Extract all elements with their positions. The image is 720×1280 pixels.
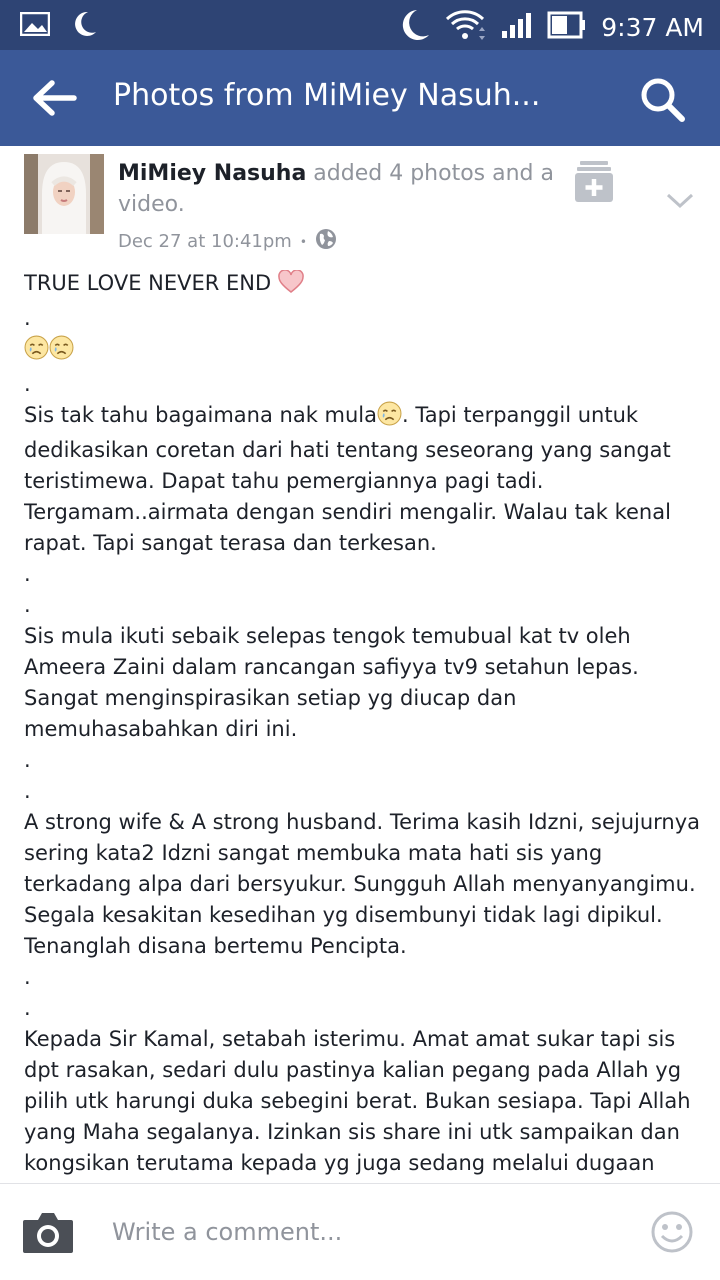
wifi-icon: [445, 9, 487, 45]
crying-face-icon: [49, 335, 74, 369]
save-post-button[interactable]: [574, 160, 614, 204]
post-line: Sis tak tahu bagaimana nak mula . Tapi terpanggil untuk dedikasikan coretan dari hati tentang seseorang yang sangat teristimewa. Dapat tahu pemergiannya pagi tadi. Tergamam..airmata dengan sendiri mengalir. Walau tak kenal rapat. Tapi sangat terasa dan terkesan.: [24, 403, 671, 555]
post-line: .: [24, 593, 31, 617]
post-line: [24, 334, 708, 369]
camera-icon: [22, 1210, 74, 1254]
post-line: TRUE LOVE NEVER END: [24, 268, 708, 303]
post-line: A strong wife & A strong husband. Terima kasih Idzni, sejujurnya sering kata2 Idzni sangat membuka mata hati sis yang terkadang alpa dari bersyukur. Sungguh Allah menyanyangimu. Segala kesakitan kesedihan yg disembunyi tidak lagi dipikul. Tenanglah disana bertemu Pencipta.: [24, 810, 701, 958]
back-arrow-icon: [30, 78, 78, 118]
clock: 9:37 AM: [601, 12, 704, 42]
signal-icon: [501, 11, 533, 43]
post-line: Kepada Sir Kamal, setabah isterimu. Amat amat sukar tapi sis dpt rasakan, sedari dulu pastinya kalian pegang pada Allah yg pilih utk harungi duka sebegini berat. Bukan sesiapa. Tapi Allah yang Maha segalanya. Izinkan sis share ini utk sampaikan dan kongsikan terutama kepada yg juga sedang melalui dugaan: [24, 1027, 691, 1175]
post-line: Sis mula ikuti sebaik selepas tengok temubual kat tv oleh Ameera Zaini dalam rancangan safiyya tv9 setahun lepas. Sangat menginspirasikan setiap yg diucap dan memuhasabahkan diri ini.: [24, 624, 639, 741]
battery-icon: [547, 11, 587, 43]
meta-separator: •: [299, 234, 307, 249]
page-title: Photos from MiMiey Nasuh...: [113, 78, 541, 113]
moon-icon: [72, 10, 98, 42]
post-timestamp[interactable]: Dec 27 at 10:41pm: [118, 231, 292, 252]
save-icon: [574, 160, 614, 204]
post-line: .: [24, 306, 31, 330]
post-body: [24, 268, 708, 1182]
post-line: .: [24, 748, 31, 772]
post-line: .: [24, 372, 31, 396]
chevron-down-icon: [664, 190, 696, 212]
smiley-icon: [650, 1210, 694, 1254]
author-name[interactable]: MiMiey Nasuha: [118, 161, 307, 186]
post-action: added 4 photos and a video.: [118, 161, 554, 217]
post-line: .: [24, 779, 31, 803]
heart-icon: [278, 270, 304, 303]
app-toolbar: [0, 50, 720, 146]
crying-face-icon: [377, 401, 402, 435]
post-line: .: [24, 965, 31, 989]
globe-icon: [315, 228, 337, 255]
sticker-button[interactable]: [650, 1210, 694, 1254]
post-meta: [118, 228, 337, 255]
search-button[interactable]: [638, 76, 688, 124]
back-button[interactable]: [30, 78, 78, 118]
comment-input[interactable]: [100, 1208, 620, 1256]
post-line: .: [24, 996, 31, 1020]
moon-icon: [397, 8, 431, 46]
post-options-button[interactable]: [664, 190, 696, 212]
search-icon: [638, 76, 688, 124]
post-line: .: [24, 562, 31, 586]
comment-bar: [0, 1183, 720, 1280]
camera-button[interactable]: [22, 1210, 74, 1254]
crying-face-icon: [24, 335, 49, 369]
status-bar: [0, 0, 720, 50]
gallery-icon: [20, 12, 50, 40]
avatar[interactable]: [24, 154, 104, 234]
post-author-line: [118, 158, 558, 220]
